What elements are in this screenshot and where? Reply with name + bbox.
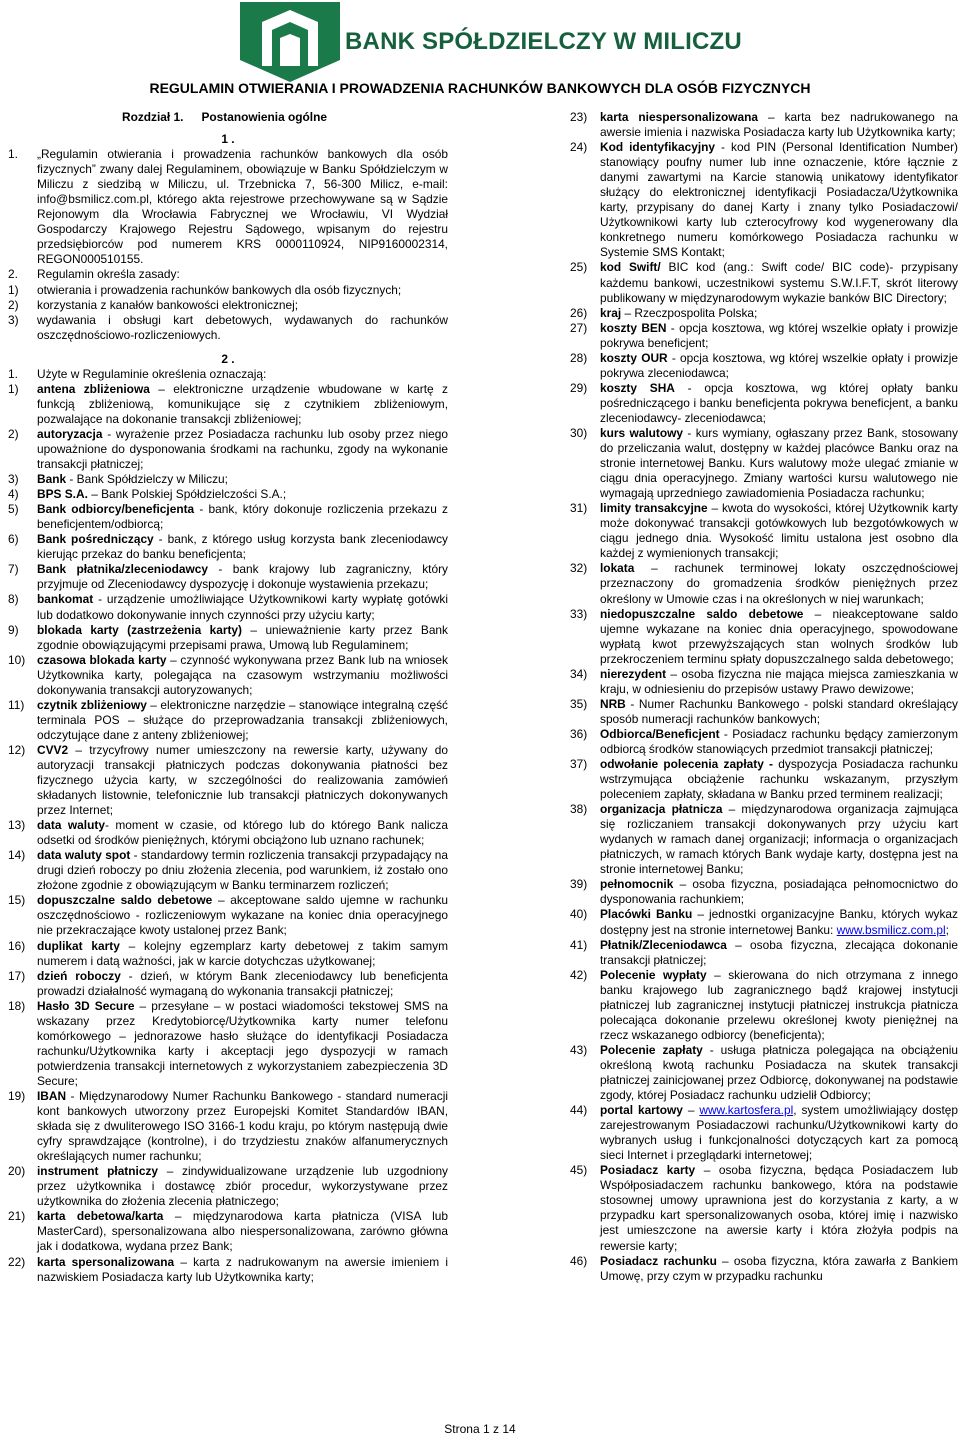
definition-body: – elektroniczne narzędzie – stanowiące integralną część terminala POS – służące do przeprowadzania transakcji zbliżeniowych, odczytujące dane z anteny zbliżeniowej; — [37, 697, 448, 742]
scope-item-number: 1) — [8, 282, 19, 297]
definition-item — [570, 697, 958, 727]
definition-item — [8, 592, 448, 622]
definition-text — [37, 818, 448, 848]
definition-item — [8, 939, 448, 969]
definition-text — [600, 561, 958, 606]
definition-text — [37, 743, 448, 818]
definition-number: 28) — [570, 350, 588, 365]
definition-body: - Numer Rachunku Bankowego - polski standard określający sposób numeracji rachunków bankowych; — [600, 696, 958, 726]
definition-body: – skierowana do nich otrzymana z innego banku krajowego lub zagranicznego bądź krajowej instytucji płatniczej lub zagranicznej instytucji płatniczej instrukcja płatnicza polecająca dokonanie przelewu określonej kwoty pieniężnej na rzecz wskazanego odbiorcy (beneficjenta); — [600, 967, 958, 1042]
definition-body: – — [682, 1103, 700, 1118]
definition-body: - opcja kosztowa, wg której wszelkie opłaty i prowizje pokrywa beneficjent; — [600, 320, 959, 350]
definition-body: – międzynarodowa karta płatnicza (VISA lub MasterCard), spersonalizowana albo niespersonalizowana, zarówno główna jak i dodatkowa, wydana przez Bank; — [37, 1209, 448, 1254]
definition-body: – Bank Polskiej Spółdzielczości S.A.; — [87, 487, 287, 502]
definition-number: 12) — [8, 742, 26, 757]
paragraph-number: 1. — [8, 366, 18, 381]
definition-text — [600, 1163, 958, 1253]
definition-term: Płatnik/Zleceniodawca — [600, 937, 727, 952]
definition-item — [570, 110, 958, 140]
definition-number: 29) — [570, 380, 588, 395]
definition-item — [570, 351, 958, 381]
scope-item-number: 3) — [8, 312, 19, 327]
definition-text — [37, 592, 448, 622]
definition-number: 1) — [8, 381, 19, 396]
definition-term: Odbiorca/Beneficjent — [600, 726, 720, 741]
definition-item — [8, 623, 448, 653]
definition-text — [600, 727, 958, 757]
definition-item — [570, 607, 958, 667]
definition-term: Hasło 3D Secure — [37, 998, 135, 1013]
definition-text — [37, 1209, 448, 1254]
section-mark-2: 2 . — [221, 351, 235, 366]
definition-item — [8, 502, 448, 532]
definition-body: – unieważnienie karty przez Bank zgodnie obowiązującymi przepisami prawa, Umową lub Regulaminem; — [37, 622, 448, 652]
definitions-list-left — [8, 382, 448, 1285]
definition-text — [600, 306, 958, 321]
definition-term: Posiadacz rachunku — [600, 1253, 717, 1268]
definition-body: - wyrażenie przez Posiadacza rachunku lub osoby przez niego upoważnione do dysponowania środkami na rachunku, zgody na wykonanie transakcji płatniczej; — [37, 426, 448, 472]
definition-body: - standardowy termin rozliczenia transakcji przypadający na drugi dzień roboczy po dniu złożenia zlecenia, pod warunkiem, iż zostało ono złożone zgodnie z obowiązującym w Banku terminarzem rozliczeń; — [37, 848, 448, 893]
chapter-label: Rozdział 1. — [122, 110, 184, 124]
definition-body: – rachunek terminowej lokaty oszczędnościowej przeznaczony do gromadzenia środków pieniężnych przez określony w Umowie czas i na określonych w niej warunkach; — [600, 561, 958, 606]
definition-term: Bank odbiorcy/beneficjenta — [37, 502, 195, 517]
definition-item — [8, 848, 448, 893]
definition-text — [600, 667, 958, 697]
definition-term: kraj — [600, 305, 622, 320]
definition-item — [570, 501, 958, 561]
definition-item — [8, 969, 448, 999]
definition-text — [37, 1164, 448, 1209]
definition-body: – karta bez nadrukowanego na awersie imienia i nazwiska Posiadacza karty lub Użytkownika karty; — [600, 110, 958, 140]
definition-text — [600, 426, 958, 501]
definition-number: 30) — [570, 425, 588, 440]
definition-item — [8, 487, 448, 502]
definition-text — [37, 562, 448, 592]
definition-item — [570, 938, 958, 968]
definition-term: Kod identyfikacyjny — [600, 140, 716, 155]
scope-item-text: korzystania z kanałów bankowości elektronicznej; — [37, 297, 299, 312]
scope-item-number: 2) — [8, 297, 19, 312]
left-column — [8, 110, 448, 1285]
definition-body: – międzynarodowa organizacja zajmująca się rozliczaniem transakcji dokonywanych przy użyciu kart wydanych w ramach danej organizacji; informacja o organizacjach płatniczych, w ramach których Bank wydaje karty, dostępna jest na stronie internetowej Banku; — [600, 802, 958, 877]
definition-text — [37, 427, 448, 472]
scope-item-text: wydawania i obsługi kart debetowych, wydawanych do rachunków oszczędnościowo-rozliczeniowych. — [37, 312, 448, 342]
definition-term: odwołanie polecenia zapłaty - — [600, 757, 774, 772]
definition-number: 9) — [8, 622, 19, 637]
definition-text — [600, 607, 958, 667]
definition-text — [600, 351, 958, 381]
definition-number: 6) — [8, 532, 19, 547]
definition-number: 19) — [8, 1089, 26, 1103]
definition-item — [570, 667, 958, 697]
definition-text — [37, 999, 448, 1089]
definition-body: – elektroniczne urządzenie wbudowane w kartę z funkcją zbliżeniową, komunikujące się z czytnikiem zbliżeniowym, pozwalające na dokonanie transakcji zbliżeniowej; — [37, 381, 448, 426]
definition-text — [37, 969, 448, 999]
paragraph-number: 2. — [8, 267, 18, 282]
bank-name: BANK SPÓŁDZIELCZY W MILICZU — [345, 28, 742, 55]
definition-item — [8, 382, 448, 427]
definition-number: 27) — [570, 320, 588, 335]
definition-term: Bank pośredniczący — [37, 532, 154, 547]
definition-number: 33) — [570, 606, 588, 621]
definition-body: - Bank Spółdzielczy w Miliczu; — [66, 472, 228, 487]
definition-item — [8, 1209, 448, 1254]
page-number: Strona 1 z 14 — [444, 1422, 516, 1436]
definition-term: kod Swift/ — [600, 260, 661, 275]
definition-item — [8, 1255, 448, 1285]
definition-number: 16) — [8, 938, 26, 953]
definition-item — [570, 140, 958, 260]
definition-number: 15) — [8, 893, 26, 908]
definition-term: karta spersonalizowana — [37, 1254, 175, 1269]
definition-number: 36) — [570, 726, 588, 741]
definition-text — [600, 501, 958, 561]
definition-number: 7) — [8, 562, 19, 577]
scope-list — [8, 283, 448, 343]
definition-item — [570, 1254, 958, 1284]
definition-term: koszty OUR — [600, 350, 668, 365]
definition-term: czasowa blokada karty — [37, 652, 167, 667]
definition-item — [570, 968, 958, 1043]
definition-body: – przesyłane – w postaci wiadomości tekstowej SMS na wskazany przez Kredytobiorcę/Użytkownika karty numer telefonu komórkowego – jednorazowe hasło służące do identyfikacji Posiadacza rachunku/Użytkownika karty i akceptacji jego dyspozycji w ramach potwierdzenia transakcji internetowych z wykorzystaniem zabezpieczenia 3D Secure; — [37, 998, 448, 1088]
paragraph-text: Regulamin określa zasady: — [37, 267, 180, 282]
definition-item — [8, 653, 448, 698]
definition-term: dzień roboczy — [37, 968, 121, 983]
definition-text — [600, 697, 958, 727]
definition-item — [570, 1043, 958, 1103]
definition-number: 31) — [570, 501, 588, 516]
definition-body: - kod PIN (Personal Identification Number) stanowiący poufny numer lub inne oznaczenie, które łącznie z danymi zawartymi na Karcie stanowią unikatowy identyfikator służący do elektronicznej identyfikacji Posiadacza/Użytkownika karty, przypisany do danej Karty i znany tylko Posiadaczowi/ Użytkownikowi karty lub czterocyfrowy kod wygenerowany dla konkretnego numeru komórkowego Posiadacza rachunku w Systemie SMS Kontakt; — [600, 140, 958, 260]
definition-item — [8, 818, 448, 848]
definition-number: 3) — [8, 472, 19, 487]
scope-item — [8, 283, 448, 298]
definition-text — [600, 938, 958, 968]
definition-term: karta niespersonalizowana — [600, 110, 759, 124]
definition-number: 8) — [8, 592, 19, 607]
definition-number: 34) — [570, 666, 588, 681]
definition-text — [600, 110, 958, 140]
definition-body: BIC kod (ang.: Swift code/ BIC code)- przypisany każdemu bankowi, uczestnikowi systemu S.W.I.F.T, skrót literowy publikowany w międzynarodowym wykazie banków BIC Directory; — [600, 260, 958, 305]
definition-item — [8, 472, 448, 487]
definition-number: 38) — [570, 802, 588, 817]
definition-text — [37, 623, 448, 653]
scope-item — [8, 298, 448, 313]
definition-text — [37, 893, 448, 938]
definition-item — [570, 907, 958, 937]
definition-body: – zindywidualizowane urządzenie lub uzgodniony przez użytkownika i dostawcę zbiór procedur, wykorzystywane przez użytkownika do złożenia zlecenia płatniczego; — [37, 1164, 449, 1209]
definition-term: Bank płatnika/zleceniodawcy — [37, 562, 208, 577]
definition-text — [37, 472, 448, 487]
definition-term: Polecenie wypłaty — [600, 967, 707, 982]
definition-text — [37, 698, 448, 743]
definition-term: NRB — [600, 696, 626, 711]
definition-term: blokada karty (zastrzeżenia karty) — [37, 622, 242, 637]
definition-term: nierezydent — [600, 666, 667, 681]
definition-number: 40) — [570, 907, 588, 922]
paragraph-text: „Regulamin otwierania i prowadzenia rachunków bankowych dla osób fizycznych” zwany dalej Regulaminem, obowiązuje w Banku Spółdzielczym w Miliczu z siedzibą w Miliczu, ul. Trzebnicka 7, 56-300 Milicz, e-mail: info@bsmilicz.com.pl, którego akta rejestrowe przechowywane są w Sądzie Rejonowym dla Wrocławia Fabrycznej we Wrocławiu, VI Wydział Gospodarczy Krajowego Rejestru Sądowego, wpisanym do rejestru przedsiębiorców pod numerem KRS 0000110924, NIP9160002314, REGON000510155. — [37, 147, 448, 267]
definition-text — [600, 1254, 958, 1284]
definition-text — [37, 1255, 448, 1285]
definition-body: – osoba fizyczna, zlecająca dokonanie transakcji płatniczej; — [600, 937, 958, 967]
definition-text — [600, 260, 958, 305]
definition-number: 35) — [570, 696, 588, 711]
definition-item — [570, 306, 958, 321]
definition-term: BPS S.A. — [37, 487, 88, 502]
definition-body: – kwota do wysokości, której Użytkownik karty może dokonywać transakcji gotówkowych lub bezgotówkowych w ciągu jednego dnia. Wysokość limitu ustalona jest osobno dla każdej z wymienionych transakcji; — [600, 501, 958, 561]
definition-term: portal kartowy — [600, 1103, 683, 1118]
definition-number: 10) — [8, 652, 26, 667]
definition-item — [570, 757, 958, 802]
definition-number: 22) — [8, 1254, 26, 1269]
definition-item — [8, 1089, 448, 1164]
definition-number: 25) — [570, 260, 588, 275]
definition-item — [570, 802, 958, 877]
definition-number: 44) — [570, 1103, 588, 1118]
definition-text — [600, 1103, 958, 1163]
definition-number: 4) — [8, 487, 19, 502]
definition-item — [570, 321, 958, 351]
definition-item — [570, 1103, 958, 1163]
definition-term: koszty SHA — [600, 380, 675, 395]
definition-term: Placówki Banku — [600, 907, 693, 922]
definition-term: kurs walutowy — [600, 425, 684, 440]
definition-number: 18) — [8, 998, 26, 1013]
definition-body: - Posiadacz rachunku będący zamierzonym odbiorcą środków stanowiących przedmiot transakcji płatniczej; — [600, 726, 958, 756]
definition-term: instrument płatniczy — [37, 1164, 159, 1179]
definition-body: – osoba fizyczna nie mająca miejsca zamieszkania w kraju, w odniesieniu do przepisów ustawy Prawo dewizowe; — [600, 666, 958, 696]
definition-number: 45) — [570, 1163, 588, 1178]
scope-item-text: otwierania i prowadzenia rachunków bankowych dla osób fizycznych; — [37, 282, 402, 297]
definition-item — [8, 999, 448, 1089]
definition-body: - bank, z którego usług korzysta bank zleceniodawcy kierując przekaz do banku beneficjenta; — [37, 532, 448, 562]
definition-number: 41) — [570, 937, 588, 952]
paragraph-number: 1. — [8, 147, 18, 162]
definition-term: czytnik zbliżeniowy — [37, 697, 147, 712]
definition-term: data waluty spot — [37, 848, 131, 863]
definition-term: CVV2 — [37, 742, 69, 757]
definition-body: - urządzenie umożliwiające Użytkownikowi karty wypłatę gotówki lub dodatkowo dokonywanie innych czynności przy użyciu karty; — [37, 592, 448, 622]
scope-item — [8, 313, 448, 343]
definition-body-end: ; — [945, 922, 949, 937]
definition-term: autoryzacja — [37, 426, 103, 441]
definition-term: duplikat karty — [37, 938, 120, 953]
definition-item — [8, 1164, 448, 1209]
definition-body: - opcja kosztowa, wg której opłaty banku pośredniczącego i banku beneficjenta pokrywa beneficjent, a banku zleceniodawcy- zleceniodawca; — [600, 380, 958, 425]
definition-number: 17) — [8, 968, 26, 983]
right-column — [570, 110, 958, 1284]
section-mark-1: 1 . — [221, 132, 235, 147]
definition-number: 2) — [8, 426, 19, 441]
definition-term: limity transakcyjne — [600, 501, 708, 516]
definition-text — [37, 848, 448, 893]
definition-text — [37, 1089, 448, 1164]
definition-item — [8, 427, 448, 472]
definition-term: organizacja płatnicza — [600, 802, 723, 817]
definition-item — [570, 1163, 958, 1253]
definition-body: - moment w czasie, od którego lub do którego Bank nalicza odsetki od środków pieniężnych, którymi obciążono lub uznano rachunek; — [37, 818, 448, 848]
definition-number: 37) — [570, 757, 588, 772]
definition-body: – akceptowane saldo ujemne w rachunku oszczędnościowo - rozliczeniowym wykazane na koniec dnia operacyjnego nie przekraczające kwoty ustalonej przez Bank; — [37, 893, 449, 938]
definition-text — [600, 802, 958, 877]
chapter-name: Postanowienia ogólne — [201, 110, 327, 124]
definition-number: 13) — [8, 818, 26, 833]
definition-body: - usługa płatnicza polegająca na obciążeniu określoną kwotą rachunku Posiadacza na skutek transakcji płatniczej zainicjowanej przez Odbiorcę, dokonywanej na podstawie zgody, której Posiadacz rachunku udzielił Odbiorcy; — [600, 1042, 958, 1103]
definition-body: - dzień, w którym Bank zleceniodawcy lub beneficjenta prowadzi działalność wymaganą do wykonania transakcji płatniczej; — [37, 968, 448, 998]
definition-term: data waluty — [37, 818, 105, 833]
definition-term: Polecenie zapłaty — [600, 1042, 703, 1057]
definition-number: 5) — [8, 502, 19, 517]
definition-text — [600, 968, 958, 1043]
definition-body-end: , system umożliwiający dostęp zarejestrowanym Posiadaczowi rachunku/Użytkownikowi karty do wybranych usług i funkcjonalności dotyczących kart za pomocą sieci Internet i przeglądarki internetowej; — [600, 1103, 958, 1163]
definition-text — [37, 382, 448, 427]
definition-item — [570, 877, 958, 907]
definition-link[interactable]: www.kartosfera.pl — [699, 1103, 794, 1118]
definition-body: dyspozycja Posiadacza rachunku wstrzymująca obciążenie rachunku wskazanym, przyszłym poleceniem zapłaty, składana w Banku przed terminem realizacji; — [600, 757, 959, 802]
definition-term: antena zbliżeniowa — [37, 381, 150, 396]
definition-text — [37, 653, 448, 698]
definition-body: – karta z nadrukowanym na awersie imieniem i nazwiskiem Posiadacza karty lub Użytkownika karty; — [37, 1254, 448, 1284]
definition-number: 46) — [570, 1253, 588, 1268]
definition-number: 26) — [570, 305, 588, 320]
definition-body: - bank, który dokonuje rozliczenia przekazu z beneficjentem/odbiorcą; — [37, 502, 448, 532]
definition-term: bankomat — [37, 592, 94, 607]
definition-number: 11) — [8, 697, 25, 712]
definition-text — [37, 487, 448, 502]
definition-body: – osoba fizyczna, która zawarła z Bankiem Umowę, przy czym w przypadku rachunku — [600, 1253, 958, 1283]
definition-term: lokata — [600, 561, 635, 576]
definition-term: Posiadacz karty — [600, 1163, 696, 1178]
definition-term: IBAN — [37, 1089, 67, 1103]
definition-body: – jednostki organizacyjne Banku, których wykaz dostępny jest na stronie internetowej Banku: — [600, 907, 958, 937]
definition-text — [600, 321, 958, 351]
definition-body: - Międzynarodowy Numer Rachunku Bankowego - standard numeracji kont bankowych utworzony przez Europejski Komitet Standardów IBAN, składa się z dwuliterowego ISO 3166-1 kodu kraju, po którym następują dwie cyfry sprawdzające (kontrolne), i do trzydziestu znaków alfanumerycznych określających numer rachunku; — [37, 1089, 448, 1164]
definition-number: 24) — [570, 140, 588, 155]
definition-item — [570, 381, 958, 426]
definition-text — [600, 757, 958, 802]
definition-number: 32) — [570, 561, 588, 576]
definition-body: – osoba fizyczna, będąca Posiadaczem lub Współposiadaczem rachunku bankowego, która na podstawie stosownej umowy uprawniona jest do korzystania z karty, a w przypadku kart spersonalizowanych osoba, której imię i nazwisko jest umieszczone na awersie karty i która złożyła podpis na rewersie karty; — [600, 1163, 958, 1253]
definition-text — [600, 1043, 958, 1103]
definition-body: – osoba fizyczna, posiadająca pełnomocnictwo do dysponowania rachunkiem; — [600, 877, 958, 907]
document-title: REGULAMIN OTWIERANIA I PROWADZENIA RACHUNKÓW BANKOWYCH DLA OSÓB FIZYCZNYCH — [149, 80, 811, 96]
definition-body: – trzycyfrowy numer umieszczony na rewersie karty, używany do autoryzacji transakcji płatniczych podczas dokonywania płatności bez fizycznego użycia karty, w szczególności do realizowania zamówień składanych listownie, telefonicznie lub transakcji płatniczych dokonywanych przez Internet; — [37, 742, 448, 818]
definition-body: - bank krajowy lub zagraniczny, który przyjmuje od Zleceniodawcy dyspozycję i dokonuje wystawienia przekazu; — [37, 562, 449, 592]
definition-item — [570, 561, 958, 606]
definition-item — [570, 260, 958, 305]
definition-number: 14) — [8, 848, 26, 863]
definition-number: 39) — [570, 877, 588, 892]
definition-number: 23) — [570, 110, 588, 124]
paragraph-2-1 — [8, 367, 448, 382]
definition-text — [37, 502, 448, 532]
definition-term: Bank — [37, 472, 67, 487]
definition-number: 43) — [570, 1042, 588, 1057]
definition-text — [600, 140, 958, 260]
paragraph-1-1 — [8, 147, 448, 267]
definition-text — [600, 907, 958, 937]
definition-text — [37, 939, 448, 969]
definition-body: - opcja kosztowa, wg której wszelkie opłaty i prowizje pokrywa zleceniodawca; — [600, 350, 959, 380]
paragraph-1-2 — [8, 267, 448, 282]
definition-link[interactable]: www.bsmilicz.com.pl — [836, 922, 946, 937]
definition-item — [8, 532, 448, 562]
definition-term: pełnomocnik — [600, 877, 674, 892]
definition-text — [37, 532, 448, 562]
definition-body: – kolejny egzemplarz karty debetowej z takim samym numerem i datą ważności, jak w karcie dotychczas użytkowanej; — [37, 938, 449, 968]
definition-number: 20) — [8, 1164, 26, 1179]
definition-body: – nieakceptowane saldo ujemne wykazane na koniec dnia operacyjnego, spowodowane wypłatą kwot przewyższających stan wolnych środków lub przekroczeniem terminu spłaty dopuszczalnego salda debetowego; — [600, 606, 958, 666]
definition-text — [600, 877, 958, 907]
definition-number: 42) — [570, 967, 588, 982]
definition-item — [8, 743, 448, 818]
definition-number: 21) — [8, 1209, 26, 1224]
definition-term: koszty BEN — [600, 320, 667, 335]
definition-item — [8, 562, 448, 592]
definition-term: karta debetowa/karta — [37, 1209, 164, 1224]
bank-logo-icon — [240, 2, 340, 82]
definition-item — [570, 727, 958, 757]
chapter-heading — [122, 110, 448, 125]
paragraph-text: Użyte w Regulaminie określenia oznaczają: — [37, 366, 267, 381]
definition-item — [8, 893, 448, 938]
definition-body: – Rzeczpospolita Polska; — [621, 305, 758, 320]
definition-item — [8, 698, 448, 743]
definition-term: dopuszczalne saldo debetowe — [37, 893, 213, 908]
definition-term: niedopuszczalne saldo debetowe — [600, 606, 804, 621]
definition-item — [570, 426, 958, 501]
definition-body: - kurs wymiany, ogłaszany przez Bank, stosowany do przeliczania walut, dostępny w każdej placówce Banku oraz na stronie internetowej Banku. Kurs walutowy może ulegać zmianie w ciągu dnia operacyjnego. Zmiany wartości kursu walutowego nie wymagają uprzedniego zawiadomienia Posiadacza rachunku; — [600, 425, 958, 501]
definition-text — [600, 381, 958, 426]
definitions-list-right — [570, 110, 958, 1284]
definition-body: – czynność wykonywana przez Bank lub na wniosek Użytkownika karty, polegająca na czasowym wstrzymaniu możliwości dokonywania transakcji autoryzowanych; — [37, 652, 448, 697]
